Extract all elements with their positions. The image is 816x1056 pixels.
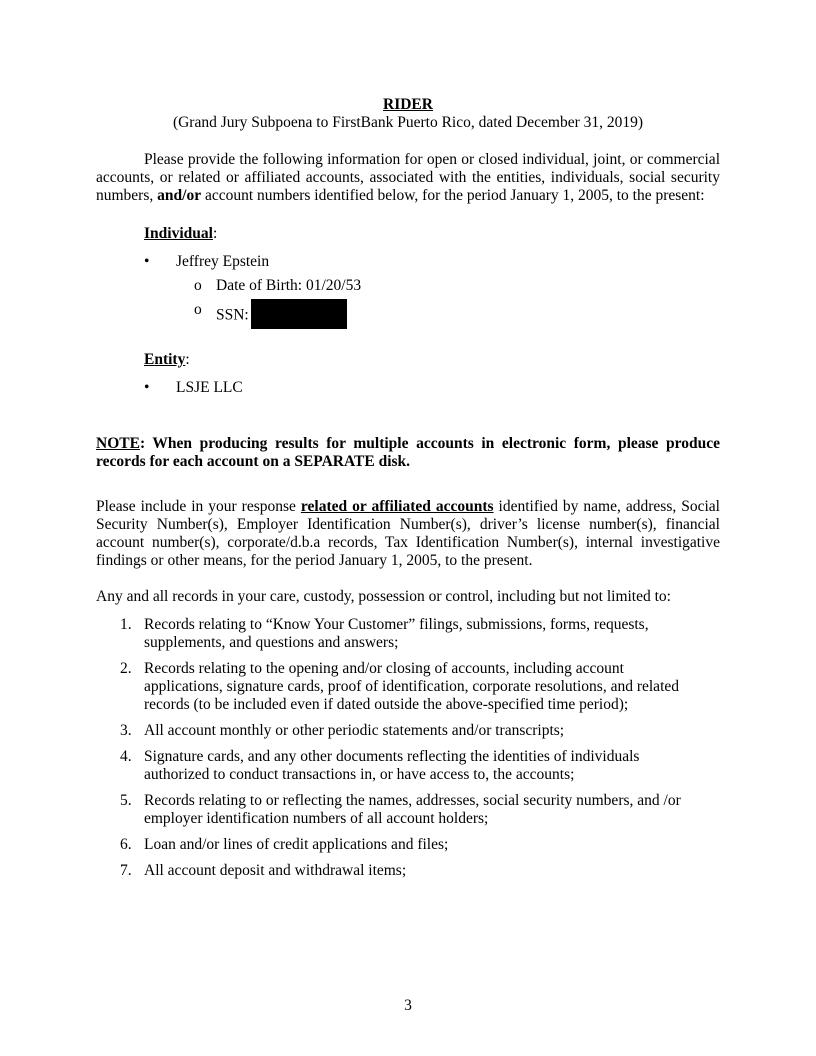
document-page bbox=[96, 96, 720, 880]
note-text: : When producing results for multiple accounts in electronic form, please produce records for each account on a SEPARATE disk. bbox=[96, 435, 720, 470]
individual-heading bbox=[144, 225, 720, 243]
entity-heading bbox=[144, 351, 720, 369]
records-list bbox=[96, 616, 720, 880]
ssn-label: SSN: bbox=[216, 306, 249, 324]
record-item bbox=[96, 836, 720, 854]
bullet-icon: • bbox=[144, 253, 150, 270]
record-number: 4. bbox=[120, 748, 132, 765]
record-text: Loan and/or lines of credit applications and files; bbox=[144, 836, 449, 853]
entity-list bbox=[96, 379, 720, 397]
record-text: Records relating to “Know Your Customer” filings, submissions, forms, requests, supplements, and questions and answers; bbox=[144, 616, 649, 651]
record-number: 7. bbox=[120, 862, 132, 879]
intro-paragraph bbox=[96, 151, 720, 205]
circle-bullet-icon: o bbox=[194, 277, 202, 294]
record-item bbox=[96, 722, 720, 740]
entity-colon: : bbox=[185, 351, 190, 368]
record-text: Records relating to the opening and/or closing of accounts, including account applications, signature cards, proof of identification, corporate resolutions, and related records (to be included even if dated outside the above-specified time period); bbox=[144, 660, 679, 713]
dob-item bbox=[96, 277, 720, 297]
record-number: 2. bbox=[120, 660, 132, 677]
record-item bbox=[96, 616, 720, 652]
bullet-icon: • bbox=[144, 379, 150, 396]
record-number: 1. bbox=[120, 616, 132, 633]
entity-name: LSJE LLC bbox=[176, 379, 243, 396]
record-text: Signature cards, and any other documents reflecting the identities of individuals authorized to conduct transactions in, or have access to, the accounts; bbox=[144, 748, 640, 783]
individual-colon: : bbox=[212, 225, 218, 242]
record-text: Records relating to or reflecting the names, addresses, social security numbers, and /or employer identification numbers of all account holders; bbox=[144, 792, 681, 827]
record-number: 5. bbox=[120, 792, 132, 809]
intro-text-start: Please provide the following information for open or closed individual, joint, or commercial accounts, or related or affiliated accounts, associated with the entities, individuals, social security numbers, bbox=[96, 151, 720, 204]
document-title: RIDER bbox=[383, 96, 433, 113]
related-accounts-paragraph bbox=[96, 498, 720, 570]
entity-label: Entity bbox=[144, 351, 186, 368]
record-item bbox=[96, 792, 720, 828]
related-emphasis: related or affiliated accounts bbox=[300, 498, 494, 515]
individual-label: Individual bbox=[144, 225, 213, 242]
note-paragraph bbox=[96, 435, 720, 471]
records-intro: Any and all records in your care, custody, possession or control, including but not limited to: bbox=[96, 588, 671, 605]
individual-name: Jeffrey Epstein bbox=[176, 253, 270, 270]
record-text: All account monthly or other periodic statements and/or transcripts; bbox=[144, 722, 565, 739]
intro-bold-andor: and/or bbox=[157, 187, 202, 204]
record-item bbox=[96, 748, 720, 784]
related-text-start: Please include in your response bbox=[96, 498, 301, 515]
related-text-end: identified by name, address, Social Security Number(s), Employer Identification Number(s), driver’s license number(s), financial account number(s), corporate/d.b.a records, Tax Identification Number(s), internal investigative findings or other means, for the period January 1, 2005, to the present. bbox=[96, 498, 720, 569]
note-label: NOTE bbox=[96, 435, 140, 452]
circle-bullet-icon: o bbox=[194, 301, 202, 318]
record-number: 6. bbox=[120, 836, 132, 853]
record-item bbox=[96, 862, 720, 880]
entity-item bbox=[96, 379, 720, 397]
date-of-birth: Date of Birth: 01/20/53 bbox=[216, 277, 362, 294]
page-number: 3 bbox=[404, 997, 412, 1014]
intro-text-end: account numbers identified below, for the period January 1, 2005, to the present: bbox=[201, 187, 705, 204]
ssn-item bbox=[96, 301, 720, 324]
record-text: All account deposit and withdrawal items; bbox=[144, 862, 407, 879]
individual-list bbox=[96, 253, 720, 271]
ssn-redaction bbox=[251, 299, 347, 329]
individual-item bbox=[96, 253, 720, 271]
record-item bbox=[96, 660, 720, 714]
document-subtitle: (Grand Jury Subpoena to FirstBank Puerto Rico, dated December 31, 2019) bbox=[172, 114, 644, 131]
record-number: 3. bbox=[120, 722, 132, 739]
